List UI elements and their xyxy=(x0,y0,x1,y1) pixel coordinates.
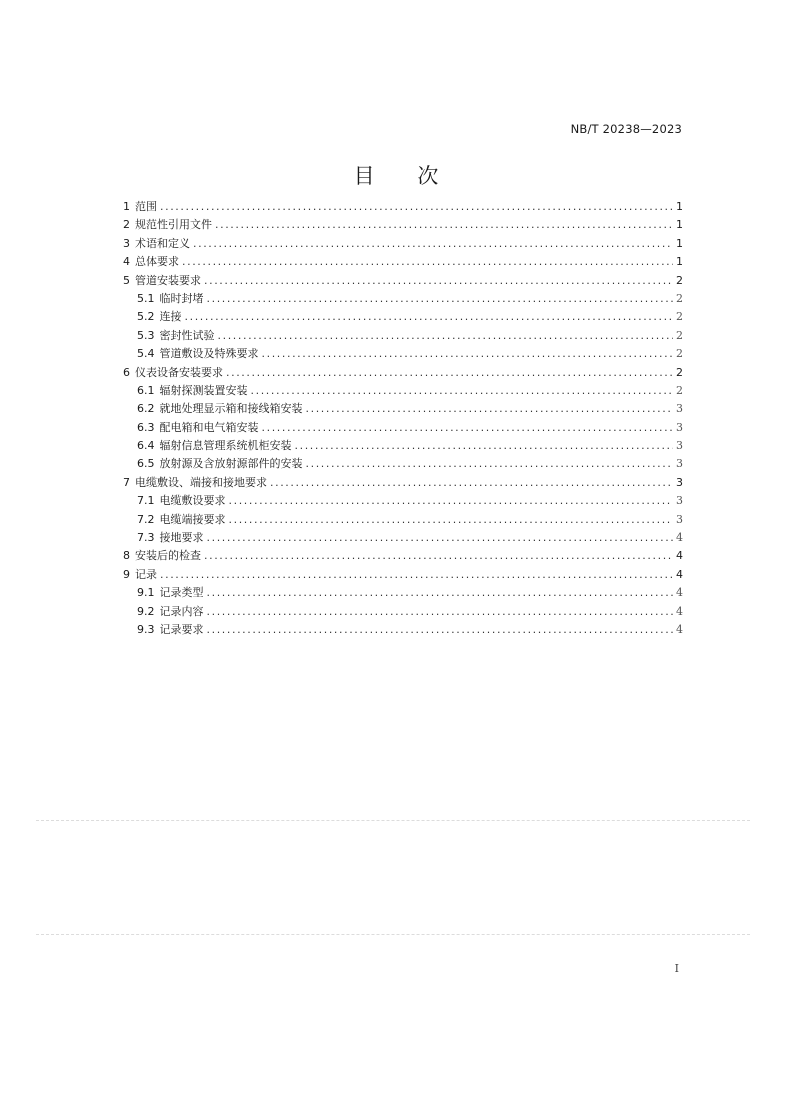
toc-entry[interactable] xyxy=(123,253,683,271)
toc-entry-page: 2 xyxy=(676,365,683,379)
toc-entry-page: 1 xyxy=(676,200,683,213)
toc-leader-dots xyxy=(207,603,674,621)
toc-entry[interactable] xyxy=(123,198,683,216)
toc-entry[interactable] xyxy=(123,216,683,234)
toc-entry-number: 9.2 xyxy=(137,604,155,618)
toc-leader-dots xyxy=(218,327,674,345)
toc-entry-number: 7 xyxy=(123,475,130,489)
toc-entry-title: 记录 xyxy=(135,567,157,581)
toc-entry[interactable] xyxy=(123,400,683,418)
toc-entry-title: 记录要求 xyxy=(159,622,204,636)
toc-entry[interactable] xyxy=(123,364,683,382)
toc-entry-page: 1 xyxy=(676,218,683,232)
toc-entry-number: 9.3 xyxy=(137,622,155,636)
standard-code: NB/T 20238—2023 xyxy=(570,122,682,136)
toc-entry-number: 5.1 xyxy=(137,291,155,305)
toc-leader-dots xyxy=(251,382,674,400)
toc-entry-title: 接地要求 xyxy=(159,531,204,545)
toc-entry-page: 3 xyxy=(676,420,683,434)
toc-entry-page: 3 xyxy=(676,494,683,508)
toc-entry[interactable] xyxy=(123,327,683,345)
toc-entry-number: 5 xyxy=(123,273,130,287)
toc-entry-number: 5.4 xyxy=(137,347,155,361)
toc-entry-number: 6.1 xyxy=(137,383,155,397)
toc-leader-dots xyxy=(207,290,674,308)
toc-entry-number: 7.3 xyxy=(137,531,155,545)
toc-entry[interactable] xyxy=(123,382,683,400)
toc-title: 目 次 xyxy=(353,164,457,188)
toc-entry-page: 2 xyxy=(676,383,683,397)
toc-leader-dots xyxy=(229,511,674,529)
toc-entry-number: 6.4 xyxy=(137,439,155,453)
toc-entry-number: 8 xyxy=(123,549,130,563)
toc-entry-title: 配电箱和电气箱安装 xyxy=(159,420,259,434)
toc-leader-dots xyxy=(262,345,674,363)
toc-leader-dots xyxy=(204,272,673,290)
toc-leader-dots xyxy=(270,474,673,492)
toc-entry-title: 就地处理显示箱和接线箱安装 xyxy=(159,402,303,416)
table-of-contents xyxy=(123,198,683,639)
toc-entry-page: 1 xyxy=(676,255,683,269)
toc-entry-number: 4 xyxy=(123,255,130,269)
toc-entry-title: 电缆敷设要求 xyxy=(159,494,226,508)
toc-leader-dots xyxy=(207,621,674,639)
toc-entry[interactable] xyxy=(123,584,683,602)
toc-entry-page: 3 xyxy=(676,512,683,526)
toc-entry[interactable] xyxy=(123,566,683,584)
toc-entry-title: 规范性引用文件 xyxy=(135,218,212,232)
toc-entry-title: 总体要求 xyxy=(135,255,179,269)
toc-entry-page: 2 xyxy=(676,273,683,287)
page-number: I xyxy=(674,962,679,975)
toc-entry-number: 5.2 xyxy=(137,310,155,324)
toc-entry[interactable] xyxy=(123,547,683,565)
toc-leader-dots xyxy=(215,216,673,234)
toc-entry-page: 4 xyxy=(676,586,683,600)
toc-entry-number: 7.2 xyxy=(137,512,155,526)
toc-entry-page: 3 xyxy=(676,457,683,471)
toc-entry-page: 1 xyxy=(676,236,683,250)
toc-leader-dots xyxy=(193,235,673,253)
toc-entry[interactable] xyxy=(123,529,683,547)
toc-entry-number: 9.1 xyxy=(137,586,155,600)
toc-entry-page: 3 xyxy=(676,402,683,416)
toc-leader-dots xyxy=(226,364,673,382)
toc-entry[interactable] xyxy=(123,345,683,363)
toc-leader-dots xyxy=(160,566,673,584)
toc-entry-title: 仪表设备安装要求 xyxy=(135,365,223,379)
toc-entry[interactable] xyxy=(123,474,683,492)
toc-entry-page: 2 xyxy=(676,347,683,361)
toc-entry-title: 电缆端接要求 xyxy=(159,512,226,526)
toc-entry[interactable] xyxy=(123,235,683,253)
toc-leader-dots xyxy=(204,547,673,565)
toc-entry-title: 辐射信息管理系统机柜安装 xyxy=(159,439,292,453)
toc-entry-page: 2 xyxy=(676,328,683,342)
toc-entry-number: 6.3 xyxy=(137,420,155,434)
toc-entry-number: 3 xyxy=(123,236,130,250)
toc-entry-title: 辐射探测装置安装 xyxy=(159,383,248,397)
toc-entry-number: 7.1 xyxy=(137,494,155,508)
toc-entry[interactable] xyxy=(123,290,683,308)
toc-entry-number: 5.3 xyxy=(137,328,155,342)
toc-entry-title: 安装后的检查 xyxy=(135,549,201,563)
toc-entry-page: 4 xyxy=(676,531,683,545)
toc-entry[interactable] xyxy=(123,492,683,510)
toc-entry-title: 记录内容 xyxy=(159,604,204,618)
toc-entry[interactable] xyxy=(123,511,683,529)
toc-entry[interactable] xyxy=(123,272,683,290)
toc-entry-page: 4 xyxy=(676,604,683,618)
toc-entry-page: 2 xyxy=(676,310,683,324)
toc-entry[interactable] xyxy=(123,437,683,455)
toc-entry-number: 6.5 xyxy=(137,457,155,471)
toc-entry-page: 4 xyxy=(676,549,683,563)
toc-entry[interactable] xyxy=(123,308,683,326)
toc-entry-title: 临时封堵 xyxy=(159,291,204,305)
toc-leader-dots xyxy=(185,308,674,326)
toc-leader-dots xyxy=(207,584,674,602)
toc-leader-dots xyxy=(182,253,673,271)
toc-entry-page: 3 xyxy=(676,439,683,453)
toc-leader-dots xyxy=(207,529,674,547)
toc-entry-page: 3 xyxy=(676,475,683,489)
page-divider xyxy=(36,934,750,935)
toc-entry-title: 管道安装要求 xyxy=(135,273,201,287)
toc-entry-page: 2 xyxy=(676,291,683,305)
toc-entry-page: 4 xyxy=(676,567,683,581)
toc-entry-page: 4 xyxy=(676,622,683,636)
toc-entry[interactable] xyxy=(123,419,683,437)
toc-leader-dots xyxy=(160,198,673,216)
toc-leader-dots xyxy=(306,455,674,473)
toc-entry-number: 1 xyxy=(123,200,130,213)
toc-entry-number: 2 xyxy=(123,218,130,232)
toc-entry-title: 密封性试验 xyxy=(159,328,215,342)
toc-entry-number: 6 xyxy=(123,365,130,379)
toc-entry-title: 术语和定义 xyxy=(135,236,190,250)
toc-entry-title: 范围 xyxy=(135,200,157,213)
page-divider xyxy=(36,820,750,821)
toc-entry[interactable] xyxy=(123,455,683,473)
toc-leader-dots xyxy=(295,437,674,455)
toc-leader-dots xyxy=(229,492,674,510)
toc-entry-title: 连接 xyxy=(159,310,182,324)
toc-entry-title: 管道敷设及特殊要求 xyxy=(159,347,259,361)
toc-entry-number: 9 xyxy=(123,567,130,581)
toc-leader-dots xyxy=(306,400,674,418)
toc-entry-number: 6.2 xyxy=(137,402,155,416)
toc-entry-title: 电缆敷设、端接和接地要求 xyxy=(135,475,267,489)
toc-entry[interactable] xyxy=(123,621,683,639)
toc-entry-title: 放射源及含放射源部件的安装 xyxy=(159,457,303,471)
toc-leader-dots xyxy=(262,419,674,437)
toc-entry-title: 记录类型 xyxy=(159,586,204,600)
toc-entry[interactable] xyxy=(123,603,683,621)
